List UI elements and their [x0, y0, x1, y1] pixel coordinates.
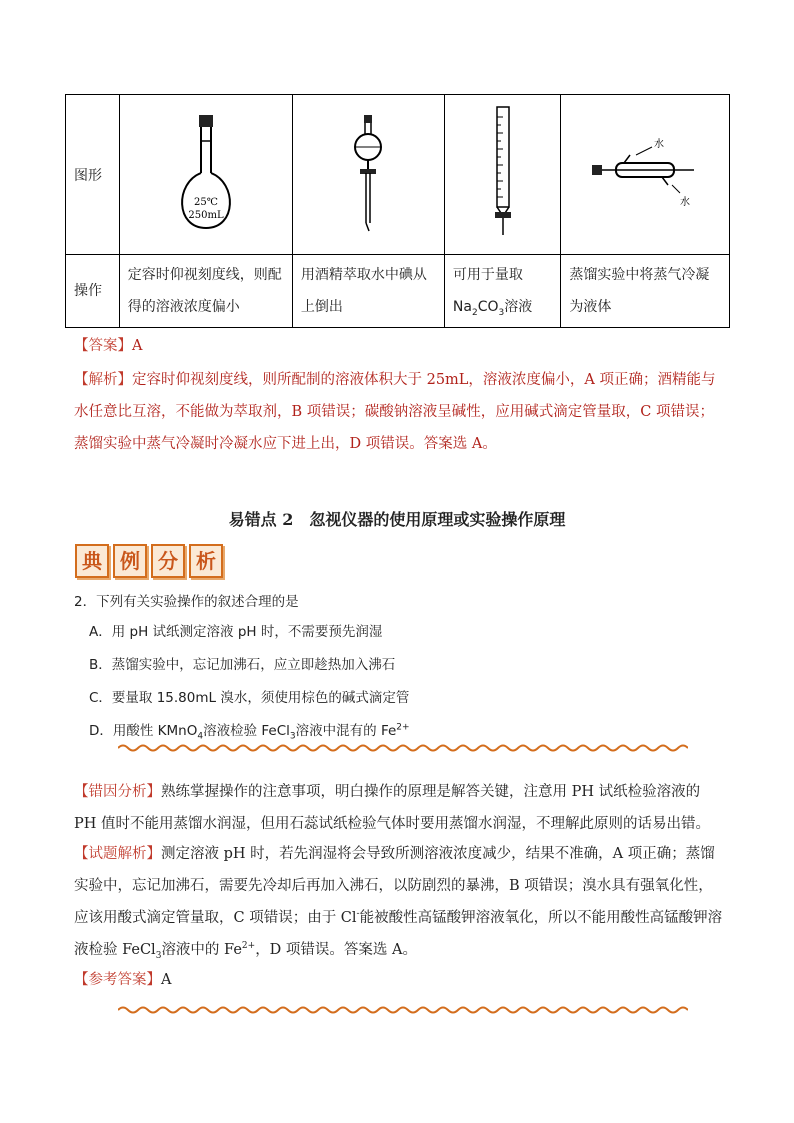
- water-outlet-label: 水: [654, 138, 665, 150]
- reference-answer: 【参考答案】A: [74, 972, 172, 988]
- condenser-icon: [590, 133, 700, 213]
- option-c: C．要量取 15.80mL 溴水，须使用棕色的碱式滴定管: [89, 690, 410, 706]
- water-inlet-label: 水: [680, 196, 691, 208]
- burette-icon: [488, 105, 518, 240]
- figure-cell-c: [444, 95, 560, 255]
- error-analysis-paragraph: 【错因分析】熟练掌握操作的注意事项，明白操作的原理是解答关键，注意用 PH 试纸检验溶液的 PH 值时不能用蒸馏水润湿，但用石蕊试纸检验气体时要用蒸馏水润湿，不理解此原则的话易出错。: [74, 784, 711, 832]
- analysis-paragraph: 【解析】定容时仰视刻度线，则所配制的溶液体积大于 25mL，溶液浓度偏小，A 项正确；酒精能与水任意比互溶，不能做为萃取剂，B 项错误；碳酸钠溶液呈碱性，应用碱式滴定管量取，C 项错误；蒸馏实验中蒸气冷凝时冷凝水应下进上出，D 项错误。答案选 A。: [74, 372, 716, 452]
- figure-cell-b: [292, 95, 444, 255]
- answer-line: 【答案】A: [74, 338, 143, 354]
- solution-paragraph: 【试题解析】测定溶液 pH 时，若先润湿将会导致所测溶液浓度减少，结果不准确，A 项正确；蒸馏实验中，忘记加沸石，需要先冷却后再加入沸石，以防剧烈的暴沸，B 项错误；溴水具有强氧化性，应该用酸式滴定管量取，C 项错误；由于 Cl-能被酸性高锰酸钾溶液氧化，所以不能用酸性高锰酸钾溶液检验 FeCl$_3$溶液中的 $Fe^{2+}$，D 项错误。答案选 A。: [74, 846, 723, 961]
- banner-char: 分: [151, 544, 185, 578]
- option-d: D．用酸性 KMnO$_4$溶液检验 FeCl$_3$溶液中混有的 $Fe^{2+}$: [89, 722, 410, 742]
- volumetric-flask-icon: [171, 113, 241, 233]
- question-block: [74, 588, 410, 748]
- banner-char: 析: [189, 544, 223, 578]
- example-analysis-banner: [75, 544, 223, 578]
- flask-volume-label: 250mL: [188, 209, 224, 221]
- operation-d: 蒸馏实验中将蒸气冷凝为液体: [561, 255, 730, 328]
- operation-b: 用酒精萃取水中碘从上倒出: [292, 255, 444, 328]
- wave-divider: [118, 1005, 688, 1015]
- row-label-operation: 操作: [66, 255, 120, 328]
- wave-divider: [118, 743, 688, 753]
- flask-temp-label: 25℃: [193, 196, 218, 208]
- question-stem: 2．下列有关实验操作的叙述合理的是: [74, 594, 299, 610]
- row-label-figure: 图形: [66, 95, 120, 255]
- option-b: B．蒸馏实验中，忘记加沸石，应立即趁热加入沸石: [89, 657, 396, 673]
- figure-row: [66, 95, 730, 255]
- separatory-funnel-icon: [343, 113, 393, 233]
- option-a: A．用 pH 试纸测定溶液 pH 时，不需要预先润湿: [89, 624, 383, 640]
- section-title: 易错点 2 忽视仪器的使用原理或实验操作原理: [228, 510, 566, 529]
- operation-row: [66, 255, 730, 328]
- figure-cell-d: [561, 95, 730, 255]
- operation-a: 定容时仰视刻度线，则配得的溶液浓度偏小: [119, 255, 292, 328]
- apparatus-table: [65, 94, 730, 328]
- figure-cell-a: [119, 95, 292, 255]
- banner-char: 典: [75, 544, 109, 578]
- banner-char: 例: [113, 544, 147, 578]
- operation-c: 可用于量取 $Na_2CO_3$溶液: [444, 255, 560, 328]
